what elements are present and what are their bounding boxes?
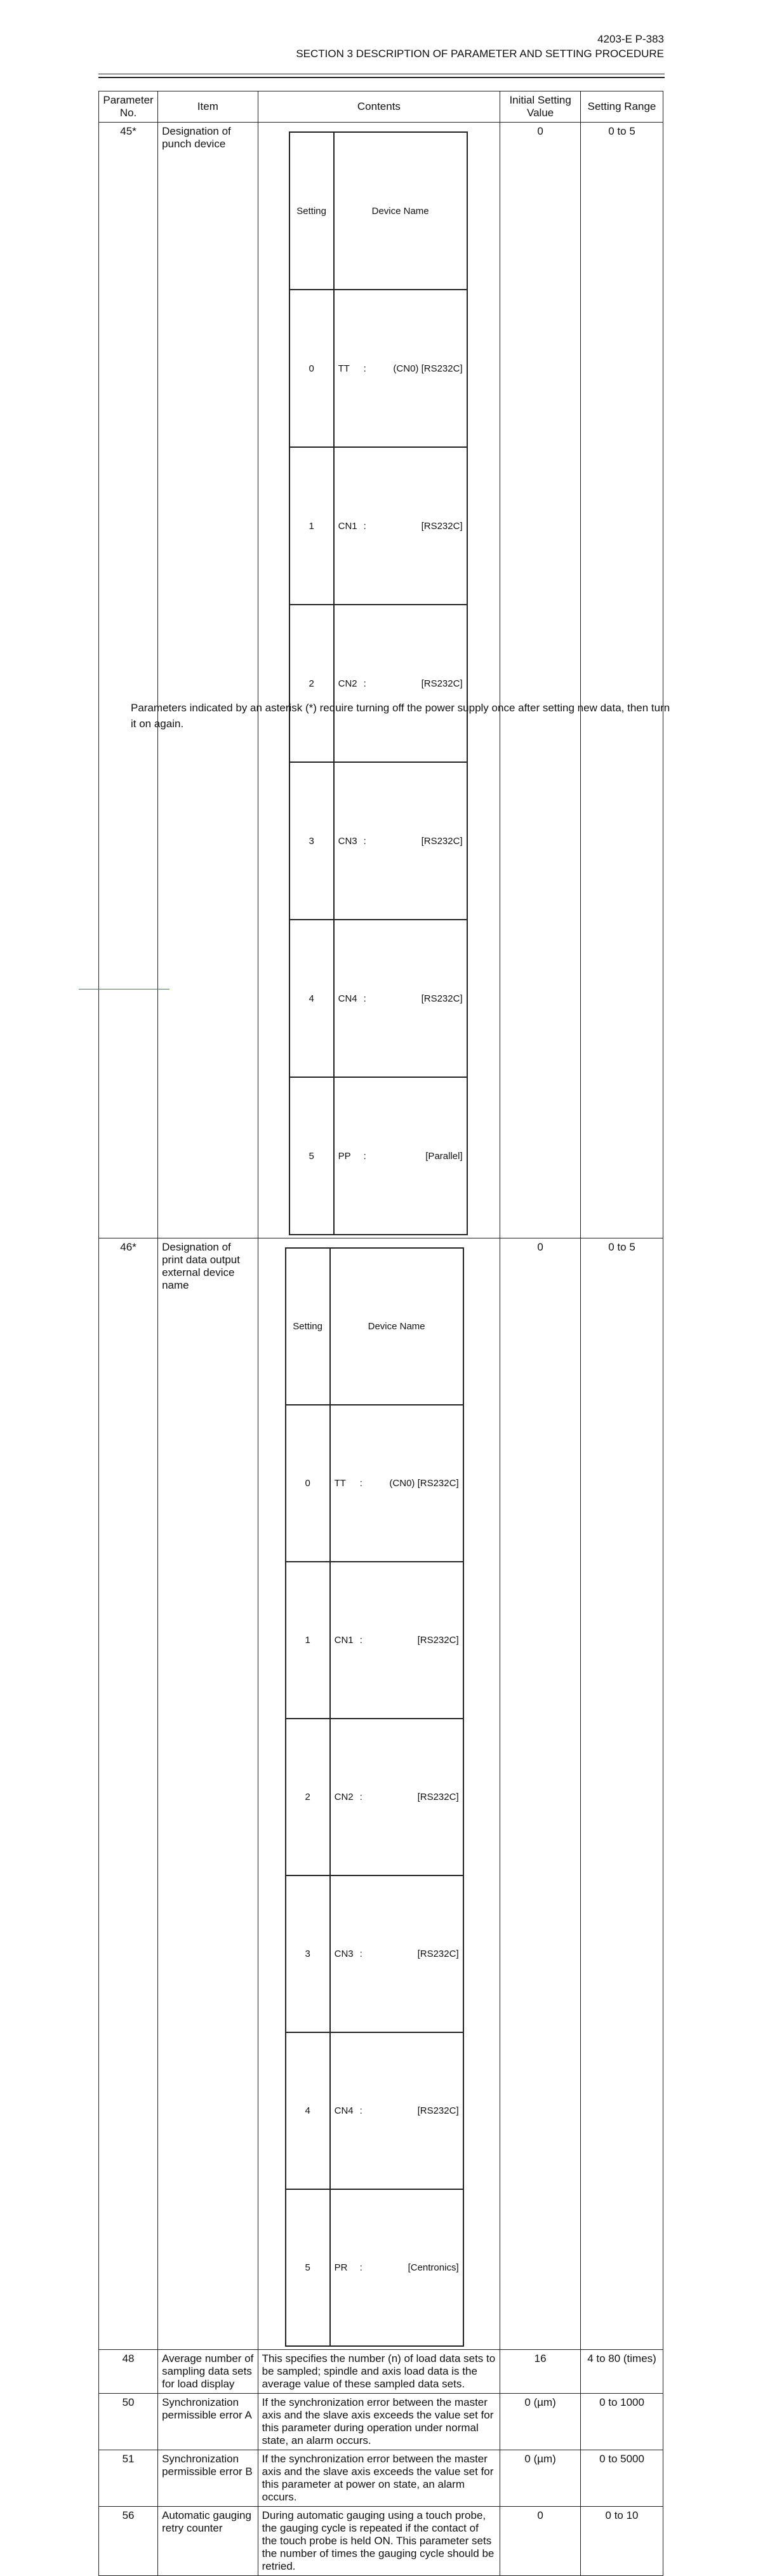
param-no: 51 xyxy=(99,2450,158,2507)
device-header-setting: Setting xyxy=(289,132,334,290)
device-code: CN2 xyxy=(334,1792,354,1802)
device-row xyxy=(289,762,467,920)
device-port: [RS232C] xyxy=(417,1949,459,1959)
device-setting: 0 xyxy=(289,290,334,447)
param-initial-value: 0 (µm) xyxy=(500,2394,581,2450)
device-port: [RS232C] xyxy=(421,678,463,689)
device-row xyxy=(289,1077,467,1235)
table-row xyxy=(99,123,663,1238)
param-setting-range: 0 to 10 xyxy=(581,2507,663,2576)
table-header-row xyxy=(99,91,663,123)
device-colon: : xyxy=(359,1478,362,1489)
param-item: Automatic gauging retry counter xyxy=(158,2507,258,2576)
device-colon: : xyxy=(359,2105,362,2116)
device-colon: : xyxy=(363,520,366,532)
param-item: Average number of sampling data sets for load display xyxy=(158,2350,258,2394)
device-setting: 0 xyxy=(286,1405,330,1562)
device-colon: : xyxy=(359,2262,362,2273)
device-code: TT xyxy=(334,1478,346,1489)
device-setting: 2 xyxy=(286,1719,330,1875)
document-code: 4203-E P-383 xyxy=(597,33,664,45)
device-code: CN4 xyxy=(338,993,357,1004)
device-port: [RS232C] xyxy=(421,835,463,847)
param-contents: If the synchronization error between the master axis and the slave axis exceeds the value set for this parameter during operation under normal state, an alarm occurs. xyxy=(258,2394,500,2450)
header-rule-thick xyxy=(98,77,665,78)
device-table-header xyxy=(286,1248,463,1405)
param-no: 45* xyxy=(99,123,158,1238)
parameter-table xyxy=(98,91,663,2576)
param-initial-value: 16 xyxy=(500,2350,581,2394)
column-header-initial-value: Initial Setting Value xyxy=(500,91,581,123)
param-initial-value: 0 (µm) xyxy=(500,2450,581,2507)
table-row xyxy=(99,1238,663,2350)
param-no: 46* xyxy=(99,1238,158,2350)
device-setting: 4 xyxy=(286,2032,330,2189)
param-item: Designation of punch device xyxy=(158,123,258,1238)
device-name xyxy=(334,762,467,920)
param-no: 48 xyxy=(99,2350,158,2394)
column-header-param-no: Parameter No. xyxy=(99,91,158,123)
param-initial-value: 0 xyxy=(500,1238,581,2350)
param-contents xyxy=(258,123,500,1238)
device-port: [RS232C] xyxy=(417,1792,459,1802)
device-code: CN1 xyxy=(334,1635,354,1646)
device-port: [Parallel] xyxy=(425,1150,463,1162)
device-colon: : xyxy=(359,1949,362,1959)
param-contents xyxy=(258,1238,500,2350)
device-colon: : xyxy=(363,678,366,689)
param-no: 56 xyxy=(99,2507,158,2576)
device-port: [RS232C] xyxy=(421,993,463,1004)
device-setting: 1 xyxy=(286,1562,330,1719)
param-initial-value: 0 xyxy=(500,2507,581,2576)
device-name xyxy=(334,447,467,605)
param-contents: If the synchronization error between the master axis and the slave axis exceeds the value set for this parameter at power on state, an alarm occurs. xyxy=(258,2450,500,2507)
device-name xyxy=(334,920,467,1077)
device-name xyxy=(330,1719,463,1875)
device-port: [RS232C] xyxy=(417,1635,459,1646)
device-code: CN4 xyxy=(334,2105,354,2116)
device-name xyxy=(334,290,467,447)
device-row xyxy=(289,605,467,762)
table-row xyxy=(99,2350,663,2394)
device-name xyxy=(330,1405,463,1562)
device-header-name: Device Name xyxy=(330,1248,463,1405)
device-port: [RS232C] xyxy=(421,520,463,532)
param-contents: This specifies the number (n) of load data sets to be sampled; spindle and axis load data is the average value of these sampled data sets. xyxy=(258,2350,500,2394)
device-setting: 3 xyxy=(289,762,334,920)
param-initial-value: 0 xyxy=(500,123,581,1238)
param-setting-range: 0 to 1000 xyxy=(581,2394,663,2450)
device-header-setting: Setting xyxy=(286,1248,330,1405)
device-row xyxy=(289,447,467,605)
device-code: CN3 xyxy=(338,835,357,847)
device-code: TT xyxy=(338,363,350,374)
device-setting: 4 xyxy=(289,920,334,1077)
device-colon: : xyxy=(359,1792,362,1802)
device-name xyxy=(330,1875,463,2032)
device-colon: : xyxy=(359,1635,362,1646)
table-row xyxy=(99,2450,663,2507)
param-setting-range: 0 to 5 xyxy=(581,123,663,1238)
device-name xyxy=(330,1562,463,1719)
device-row xyxy=(286,1719,463,1875)
device-row xyxy=(286,2032,463,2189)
param-setting-range: 0 to 5000 xyxy=(581,2450,663,2507)
device-header-name: Device Name xyxy=(334,132,467,290)
device-code: CN3 xyxy=(334,1949,354,1959)
device-code: CN1 xyxy=(338,520,357,532)
device-table xyxy=(289,131,468,1235)
device-name xyxy=(334,1077,467,1235)
device-setting: 5 xyxy=(289,1077,334,1235)
asterisk-note: Parameters indicated by an asterisk (*) require turning off the power supply once after setting new data, then turn it on again. xyxy=(131,702,670,730)
param-setting-range: 4 to 80 (times) xyxy=(581,2350,663,2394)
device-row xyxy=(286,1875,463,2032)
device-colon: : xyxy=(363,835,366,847)
device-port: [Centronics] xyxy=(408,2262,459,2273)
device-code: CN2 xyxy=(338,678,357,689)
device-setting: 2 xyxy=(289,605,334,762)
device-row xyxy=(286,2189,463,2346)
column-header-setting-range: Setting Range xyxy=(581,91,663,123)
device-port: (CN0) [RS232C] xyxy=(389,1478,459,1489)
column-header-item: Item xyxy=(158,91,258,123)
device-colon: : xyxy=(363,993,366,1004)
device-row xyxy=(289,290,467,447)
device-colon: : xyxy=(363,363,366,374)
device-code: PP xyxy=(338,1150,351,1162)
device-name xyxy=(330,2189,463,2346)
device-table-header xyxy=(289,132,467,290)
table-row xyxy=(99,2507,663,2576)
device-code: PR xyxy=(334,2262,348,2273)
device-setting: 5 xyxy=(286,2189,330,2346)
device-setting: 1 xyxy=(289,447,334,605)
device-name xyxy=(330,2032,463,2189)
param-setting-range: 0 to 5 xyxy=(581,1238,663,2350)
table-row xyxy=(99,2394,663,2450)
param-contents: During automatic gauging using a touch probe, the gauging cycle is repeated if the contact of the touch probe is held ON. This parameter sets the number of times the gauging cycle should be retried. xyxy=(258,2507,500,2576)
param-item: Synchronization permissible error A xyxy=(158,2394,258,2450)
device-port: (CN0) [RS232C] xyxy=(393,363,463,374)
column-header-contents: Contents xyxy=(258,91,500,123)
device-row xyxy=(289,920,467,1077)
param-item: Designation of print data output external device name xyxy=(158,1238,258,2350)
param-item: Synchronization permissible error B xyxy=(158,2450,258,2507)
device-row xyxy=(286,1405,463,1562)
device-name xyxy=(334,605,467,762)
device-table xyxy=(285,1247,464,2347)
param-no: 50 xyxy=(99,2394,158,2450)
section-title: SECTION 3 DESCRIPTION OF PARAMETER AND SETTING PROCEDURE xyxy=(296,48,664,60)
device-port: [RS232C] xyxy=(417,2105,459,2116)
device-colon: : xyxy=(363,1150,366,1162)
device-setting: 3 xyxy=(286,1875,330,2032)
device-row xyxy=(286,1562,463,1719)
